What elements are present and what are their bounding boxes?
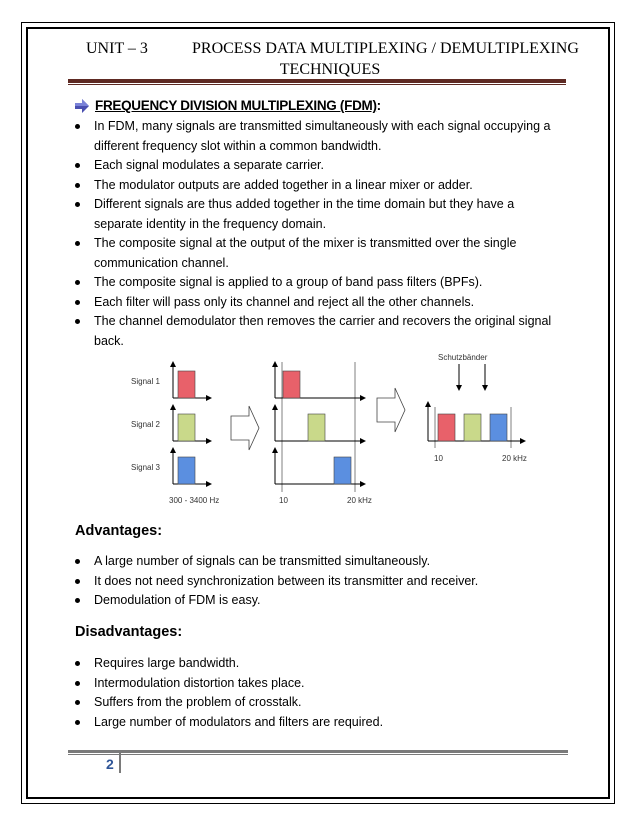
list-item: Different signals are thus added together in the time domain but they have a separate identity in the frequency domain. — [75, 195, 555, 234]
disadvantages-list — [75, 654, 555, 732]
page-number-separator — [119, 753, 121, 773]
list-item: Demodulation of FDM is easy. — [75, 591, 555, 611]
section-heading-text: FREQUENCY DIVISION MULTIPLEXING (FDM) — [95, 98, 377, 113]
list-item: The composite signal at the output of the mixer is transmitted over the single communication channel. — [75, 234, 555, 273]
list-item: Requires large bandwidth. — [75, 654, 555, 674]
carrier-2-band — [308, 414, 325, 441]
fdm-bullet-list — [75, 117, 555, 351]
page-number: 2 — [106, 756, 114, 772]
signal-1-band — [178, 371, 195, 398]
list-item: Each signal modulates a separate carrier. — [75, 156, 555, 176]
list-item: Intermodulation distortion takes place. — [75, 674, 555, 694]
fdm-diagram — [125, 352, 545, 512]
advantages-list — [75, 552, 555, 611]
header-rule-thin — [68, 84, 566, 85]
list-item: The composite signal is applied to a group of band pass filters (BPFs). — [75, 273, 555, 293]
header-rule — [68, 79, 566, 83]
signal-2-band — [178, 414, 195, 441]
disadvantages-heading: Disadvantages: — [75, 624, 183, 640]
carrier-3-band — [334, 457, 351, 484]
signal-3-label: Signal 3 — [131, 463, 160, 472]
carrier-1-band — [283, 371, 300, 398]
arrow-right-icon — [231, 406, 259, 450]
list-item: The modulator outputs are added together in a linear mixer or adder. — [75, 176, 555, 196]
arrow-bullet-icon — [74, 99, 90, 113]
section-heading — [74, 98, 381, 113]
list-item: Suffers from the problem of crosstalk. — [75, 693, 555, 713]
composite-band-1 — [438, 414, 455, 441]
signal-2-label: Signal 2 — [131, 420, 160, 429]
guard-band-arrows — [459, 364, 485, 390]
header-title-line2: TECHNIQUES — [279, 61, 381, 78]
mid-axis-end-label: 20 kHz — [347, 496, 372, 505]
right-axis-end-label: 20 kHz — [502, 454, 527, 463]
unit-label: UNIT – 3 — [86, 40, 148, 57]
composite-band-2 — [464, 414, 481, 441]
guard-band-label: Schutzbänder — [438, 353, 488, 362]
right-axis-start-label: 10 — [434, 454, 443, 463]
advantages-heading: Advantages: — [75, 523, 163, 539]
signal-3-band — [178, 457, 195, 484]
list-item: Large number of modulators and filters are required. — [75, 713, 555, 733]
mid-axis-start-label: 10 — [279, 496, 288, 505]
list-item: The channel demodulator then removes the carrier and recovers the original signal back. — [75, 312, 555, 351]
section-heading-suffix: : — [376, 98, 382, 113]
list-item: Each filter will pass only its channel and reject all the other channels. — [75, 293, 555, 313]
composite-band-3 — [490, 414, 507, 441]
signal-1-label: Signal 1 — [131, 377, 160, 386]
footer-rule — [68, 750, 568, 753]
list-item: A large number of signals can be transmitted simultaneously. — [75, 552, 555, 572]
list-item: In FDM, many signals are transmitted simultaneously with each signal occupying a different frequency slot within a common bandwidth. — [75, 117, 555, 156]
header-title-line1: PROCESS DATA MULTIPLEXING / DEMULTIPLEXING — [192, 40, 579, 57]
arrow-right-icon — [377, 388, 405, 432]
footer-rule-thin — [68, 754, 568, 755]
band-label: 300 - 3400 Hz — [169, 496, 220, 505]
list-item: It does not need synchronization between its transmitter and receiver. — [75, 572, 555, 592]
